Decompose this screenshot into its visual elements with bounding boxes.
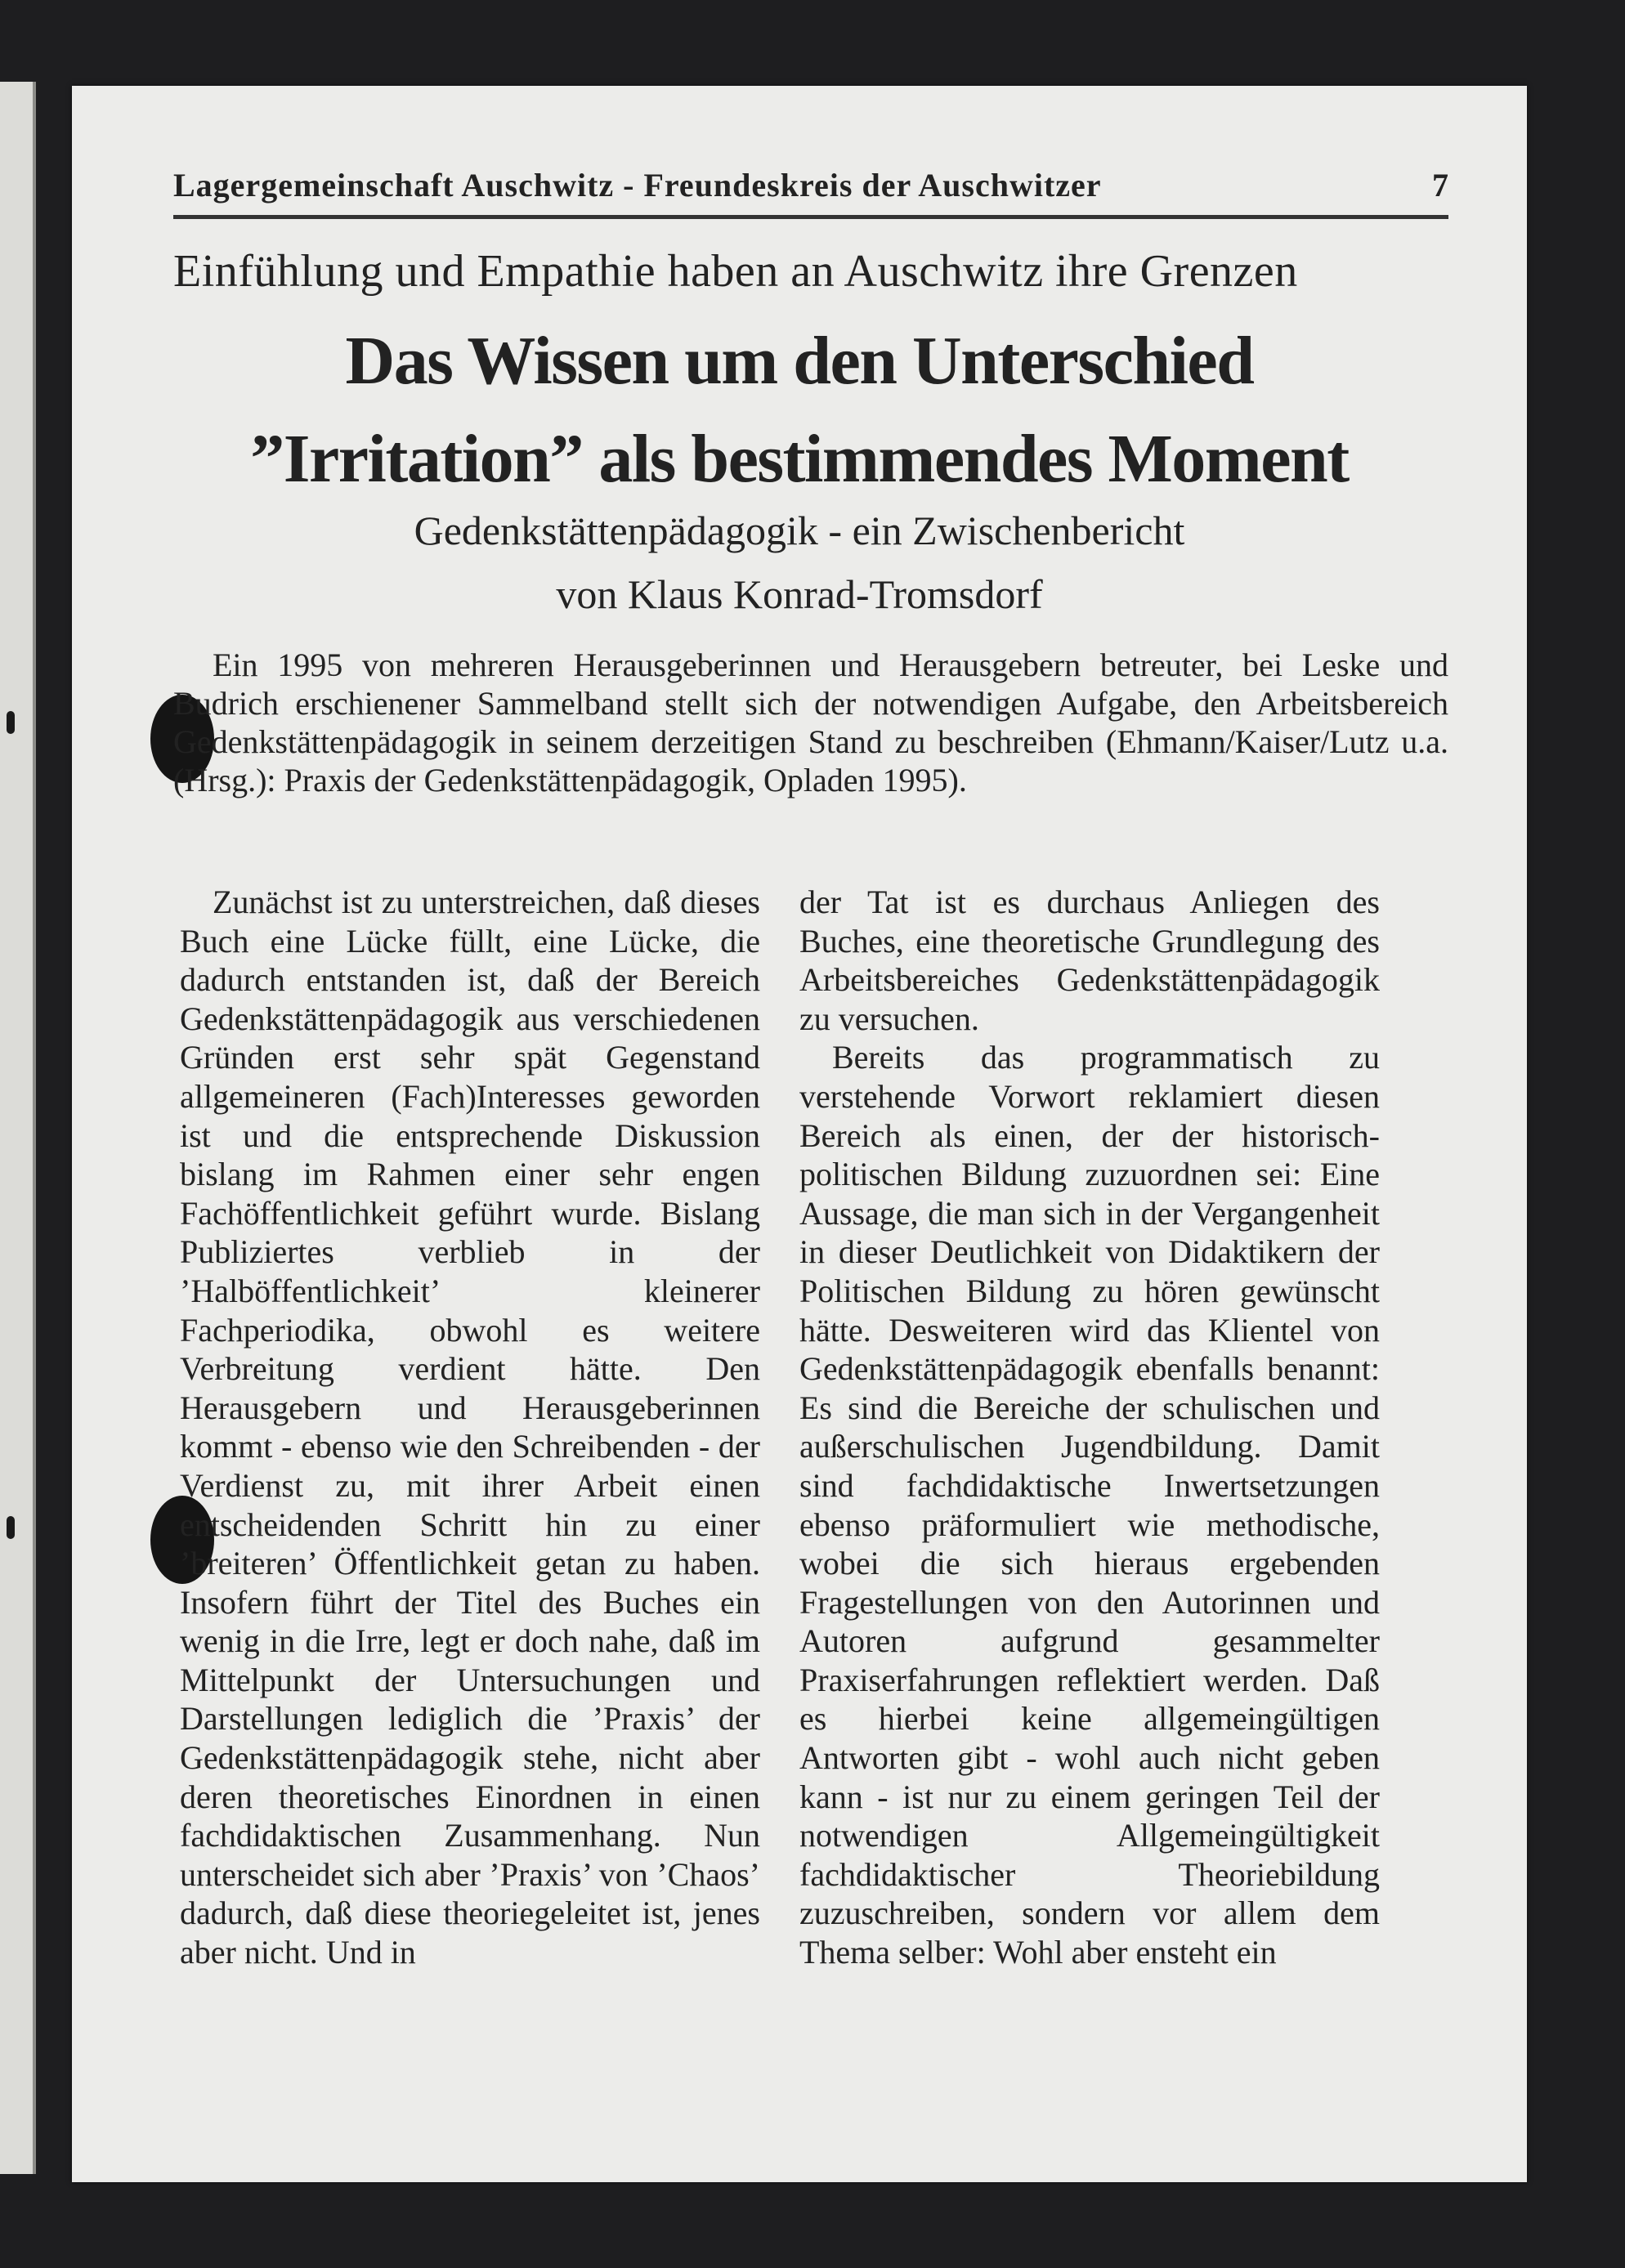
document-page xyxy=(72,86,1527,2182)
article-title-line1: Das Wissen um den Unterschied xyxy=(345,323,1254,399)
article-kicker: Einfühlung und Empathie haben an Auschwitz ihre Grenzen xyxy=(173,246,1298,297)
text-column-left xyxy=(180,883,760,1972)
previous-page-edge xyxy=(0,82,36,2174)
page-header xyxy=(173,158,1448,219)
article-author: von Klaus Konrad-Tromsdorf xyxy=(556,571,1043,617)
page-number: 7 xyxy=(1432,167,1448,204)
paragraph: der Tat ist es durchaus Anliegen des Buches, eine theoretische Grundlegung des Arbeitsbereiches Gedenkstättenpädagogik zu versuchen. xyxy=(799,883,1380,1037)
text-column-right xyxy=(799,883,1380,1972)
binding-mark xyxy=(7,711,15,734)
article-lead: Ein 1995 von mehreren Herausgeberinnen und Herausgebern betreuter, bei Leske und Budrich erschienener Sammelband stellt sich der notwendigen Aufgabe, den Arbeitsbereich Gedenkstättenpädagogik in seinem derzeitigen Stand zu beschreiben (Ehmann/Kaiser/Lutz u.a. (Hrsg.): Praxis der Gedenkstättenpädagogik, Opladen 1995). xyxy=(173,646,1448,798)
publication-title: Lagergemeinschaft Auschwitz - Freundeskreis der Auschwitzer xyxy=(173,167,1102,204)
article-title-line2: ”Irritation” als bestimmendes Moment xyxy=(250,421,1349,497)
article-subtitle: Gedenkstättenpädagogik - ein Zwischenbericht xyxy=(414,508,1185,553)
binding-mark xyxy=(7,1516,15,1539)
paragraph: Zunächst ist zu unterstreichen, daß dieses Buch eine Lücke füllt, eine Lücke, die dadurch entstanden ist, daß der Bereich Gedenkstättenpädagogik aus verschiedenen Gründen erst sehr spät Gegenstand allgemeineren (Fach)Interesses geworden ist und die entsprechende Diskussion bislang im Rahmen einer sehr engen Fachöffentlichkeit geführt wurde. Bislang Publiziertes verblieb in der ’Halböffentlichkeit’ kleinerer Fachperiodika, obwohl es weitere Verbreitung verdient hätte. Den Herausgebern und Herausgeberinnen kommt - ebenso wie den Schreibenden - der Verdienst zu, mit ihrer Arbeit einen entscheidenden Schritt hin zu einer ’breiteren’ Öffentlichkeit getan zu haben. Insofern führt der Titel des Buches ein wenig in die Irre, legt er doch nahe, daß im Mittelpunkt der Untersuchungen und Darstellungen lediglich die ’Praxis’ der Gedenkstättenpädagogik stehe, nicht aber deren theoretisches Einordnen in einen fachdidaktischen Zusammenhang. Nun unterscheidet sich aber ’Praxis’ von ’Chaos’ dadurch, daß diese theoriegeleitet ist, jenes aber nicht. Und in xyxy=(180,883,760,1971)
paragraph: Bereits das programmatisch zu verstehende Vorwort reklamiert diesen Bereich als einen, der der historisch-politischen Bildung zuzuordnen sei: Eine Aussage, die man sich in der Vergangenheit in dieser Deutlichkeit von Didaktikern der Politischen Bildung zu hören gewünscht hätte. Desweiteren wird das Klientel von Gedenkstättenpädagogik ebenfalls benannt: Es sind die Bereiche der schulischen und außerschulischen Jugendbildung. Damit sind fachdidaktische Inwertsetzungen ebenso präformuliert wie methodische, wobei die sich hieraus ergebenden Fragestellungen von den Autorinnen und Autoren aufgrund gesammelter Praxiserfahrungen reflektiert werden. Daß es hierbei keine allgemeingültigen Antworten gibt - wohl auch nicht geben kann - ist nur zu einem geringen Teil der notwendigen Allgemeingültigkeit fachdidaktischer Theoriebildung zuzuschreiben, sondern vor allem dem Thema selber: Wohl aber ensteht ein xyxy=(799,1039,1380,1971)
